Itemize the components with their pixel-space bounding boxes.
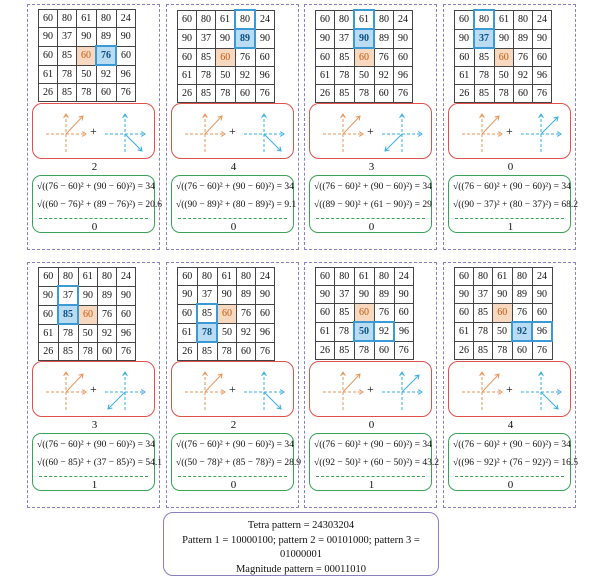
grid-cell: 60: [493, 304, 513, 323]
grid-cell: 92: [512, 322, 532, 341]
grid-cell: 78: [335, 67, 355, 85]
grid-cell: 50: [217, 323, 237, 342]
grid-cell: 37: [474, 29, 494, 48]
grid-cell: 90: [39, 28, 58, 47]
grid-cell: 89: [374, 29, 394, 48]
grid-cell: 76: [512, 304, 532, 323]
grid-cell: 61: [77, 10, 97, 28]
grid-cell: 89: [514, 29, 533, 48]
plus-sign: +: [367, 124, 374, 138]
grid-cell: 60: [98, 343, 117, 361]
direction-code: 4: [230, 161, 237, 173]
magnitude-code: 1: [507, 221, 514, 233]
grid-cell: 60: [354, 304, 374, 323]
direction-box: [171, 361, 294, 417]
magnitude-equation-center: √((76 − 60)² + (90 − 60)²) = 34: [37, 182, 155, 192]
grid-cell: 78: [58, 324, 78, 343]
direction-box: [32, 103, 155, 159]
grid-cell: 60: [455, 268, 474, 286]
grid-cell: 90: [494, 29, 514, 48]
grid-cell: 60: [455, 48, 475, 67]
grid-cell: 60: [39, 46, 58, 65]
grid-cell: 80: [197, 268, 217, 286]
grid-cell: 80: [514, 10, 533, 29]
grid-cell: 61: [354, 268, 374, 286]
grid-cell: 60: [514, 85, 533, 103]
grid-cell: 85: [474, 48, 494, 67]
grid-cell: 90: [178, 29, 197, 48]
grid-cell: 85: [335, 85, 355, 103]
grid-cell: 60: [235, 85, 255, 103]
magnitude-divider: [39, 476, 148, 477]
grid-cell: 37: [474, 286, 493, 304]
grid-cell: 90: [78, 286, 98, 305]
grid-cell: 80: [335, 268, 355, 286]
grid-cell: 85: [58, 46, 77, 65]
grid-cell: 50: [216, 67, 236, 85]
direction-box: [448, 103, 571, 159]
grid-cell: 90: [116, 28, 136, 47]
magnitude-equation-center: √((76 − 60)² + (90 − 60)²) = 34: [37, 440, 155, 450]
grid-cell: 85: [58, 305, 78, 324]
grid-cell: 92: [514, 67, 533, 85]
grid-cell: 60: [117, 305, 136, 324]
magnitude-divider: [316, 476, 425, 477]
magnitude-box: [32, 433, 162, 491]
magnitude-code: 0: [230, 221, 237, 233]
magnitude-code: 0: [507, 479, 514, 491]
magnitude-equation-neighbor: √((89 − 90)² + (61 − 90)²) = 29: [314, 200, 432, 210]
grid-cell: 80: [58, 10, 77, 28]
grid-cell: 90: [455, 29, 475, 48]
grid-cell: 26: [455, 341, 474, 360]
grid-cell: 85: [197, 85, 216, 103]
grid-cell: 78: [78, 343, 98, 361]
grid-cell: 60: [532, 304, 552, 323]
grid-cell: 61: [316, 322, 335, 341]
panel-7: [304, 262, 437, 508]
magnitude-divider: [39, 218, 148, 219]
grid-cell: 50: [78, 324, 98, 343]
grid-cell: 50: [354, 322, 374, 341]
grid-cell: 60: [178, 268, 198, 286]
magnitude-code: 1: [91, 479, 98, 491]
grid-cell: 26: [39, 343, 59, 361]
grid-cell: 60: [533, 48, 552, 67]
panel-8: [443, 262, 576, 508]
magnitude-equation-neighbor: √((60 − 76)² + (89 − 76)²) = 20.6: [37, 200, 162, 210]
grid-cell: 60: [316, 304, 335, 323]
grid-cell: 60: [455, 304, 474, 323]
grid-cell: 85: [197, 48, 216, 67]
grid-cell: 60: [255, 48, 275, 67]
direction-box: [309, 361, 432, 417]
grid-cell: 78: [493, 341, 513, 360]
grid-cell: 37: [335, 29, 355, 48]
direction-box: [171, 103, 294, 159]
grid-cell: 80: [237, 268, 256, 286]
grid-cell: 85: [335, 304, 355, 323]
panel-6: [166, 262, 299, 508]
direction-code: 2: [91, 161, 98, 173]
grid-cell: 85: [335, 48, 355, 67]
magnitude-equation-center: √((76 − 60)² + (90 − 60)²) = 34: [453, 440, 571, 450]
grid-cell: 78: [197, 67, 216, 85]
magnitude-equation-center: √((76 − 60)² + (90 − 60)²) = 34: [453, 182, 571, 192]
grid-cell: 90: [316, 286, 335, 304]
grid-cell: 78: [354, 341, 374, 360]
patterns-text: Pattern 1 = 10000100; pattern 2 = 00101000; pattern 3 = 01000001: [182, 534, 420, 560]
grid-cell: 60: [216, 48, 236, 67]
plus-sign: +: [90, 124, 97, 138]
grid-cell: 96: [117, 324, 136, 343]
magnitude-divider: [455, 218, 564, 219]
grid-cell: 26: [178, 85, 197, 103]
grid-cell: 60: [316, 48, 335, 67]
grid-cell: 60: [178, 304, 198, 323]
plus-sign: +: [229, 382, 236, 396]
grid-cell: 61: [316, 67, 335, 85]
grid-cell: 24: [255, 10, 275, 29]
grid-cell: 89: [374, 286, 394, 304]
grid-cell: 60: [394, 48, 413, 67]
grid-cell: 90: [493, 286, 513, 304]
grid-cell: 96: [394, 322, 414, 341]
direction-code: 0: [368, 419, 375, 431]
direction-code: 4: [507, 419, 514, 431]
grid-cell: 60: [237, 342, 256, 361]
grid-cell: 92: [96, 65, 116, 84]
grid-cell: 60: [494, 48, 514, 67]
magnitude-box: [171, 433, 301, 491]
grid-cell: 76: [116, 84, 136, 102]
grid-cell: 61: [216, 10, 236, 29]
panel-5: [27, 262, 160, 508]
pixel-grid: [454, 267, 553, 360]
grid-cell: 85: [335, 341, 355, 360]
grid-cell: 78: [217, 342, 237, 361]
grid-cell: 60: [96, 84, 116, 102]
grid-cell: 76: [237, 304, 256, 323]
grid-cell: 76: [98, 305, 117, 324]
grid-cell: 61: [455, 67, 475, 85]
grid-cell: 24: [394, 268, 414, 286]
grid-cell: 60: [394, 304, 414, 323]
grid-cell: 61: [178, 67, 197, 85]
magnitude-box: [448, 433, 578, 491]
grid-cell: 76: [374, 48, 394, 67]
grid-cell: 76: [514, 48, 533, 67]
grid-cell: 89: [237, 286, 256, 305]
grid-cell: 90: [255, 29, 275, 48]
magnitude-code: 0: [230, 479, 237, 491]
direction-code: 2: [230, 419, 237, 431]
grid-cell: 24: [116, 10, 136, 28]
grid-cell: 85: [474, 341, 493, 360]
grid-cell: 61: [78, 268, 98, 287]
grid-cell: 90: [316, 29, 335, 48]
grid-cell: 61: [455, 322, 474, 341]
grid-cell: 60: [178, 48, 197, 67]
grid-cell: 90: [217, 286, 237, 305]
plus-sign: +: [506, 124, 513, 138]
magnitude-code: 0: [368, 221, 375, 233]
grid-cell: 50: [77, 65, 97, 84]
magnitude-box: [309, 433, 439, 491]
grid-cell: 90: [455, 286, 474, 304]
grid-cell: 85: [474, 304, 493, 323]
magnitude-equation-neighbor: √((90 − 37)² + (80 − 37)²) = 68.2: [453, 200, 578, 210]
tetra-pattern-text: Tetra pattern = 24303204: [247, 520, 355, 531]
grid-cell: 90: [354, 29, 374, 48]
grid-cell: 50: [494, 67, 514, 85]
grid-cell: 80: [197, 10, 216, 29]
grid-cell: 78: [77, 84, 97, 102]
grid-cell: 24: [532, 268, 552, 286]
grid-cell: 90: [532, 286, 552, 304]
grid-cell: 90: [216, 29, 236, 48]
grid-cell: 60: [39, 305, 59, 324]
grid-cell: 78: [354, 85, 374, 103]
direction-code: 3: [91, 419, 98, 431]
grid-cell: 90: [354, 286, 374, 304]
grid-cell: 76: [532, 341, 552, 360]
magnitude-divider: [316, 218, 425, 219]
grid-cell: 37: [335, 286, 355, 304]
pixel-grid: [315, 267, 414, 360]
pixel-grid: [454, 9, 552, 103]
grid-cell: 76: [256, 342, 275, 361]
summary-box: [163, 512, 439, 576]
grid-cell: 24: [117, 268, 136, 287]
grid-cell: 80: [474, 268, 493, 286]
grid-cell: 26: [455, 85, 475, 103]
grid-cell: 96: [532, 322, 552, 341]
grid-cell: 76: [117, 343, 136, 361]
grid-cell: 60: [455, 10, 475, 29]
grid-cell: 80: [474, 10, 494, 29]
grid-cell: 37: [197, 29, 216, 48]
grid-cell: 76: [96, 46, 116, 65]
grid-cell: 85: [474, 85, 494, 103]
grid-cell: 37: [197, 286, 217, 305]
magnitude-box: [171, 175, 297, 233]
grid-cell: 61: [39, 65, 58, 84]
magnitude-code: 0: [91, 221, 98, 233]
panel-1: [27, 4, 160, 250]
grid-cell: 76: [235, 48, 255, 67]
grid-cell: 80: [512, 268, 532, 286]
magnitude-code: 1: [368, 479, 375, 491]
grid-cell: 26: [178, 342, 198, 361]
grid-cell: 80: [374, 268, 394, 286]
grid-cell: 90: [533, 29, 552, 48]
grid-cell: 78: [494, 85, 514, 103]
grid-cell: 78: [474, 322, 493, 341]
grid-cell: 78: [474, 67, 494, 85]
grid-cell: 90: [77, 28, 97, 47]
grid-cell: 60: [354, 48, 374, 67]
grid-cell: 92: [235, 67, 255, 85]
grid-cell: 26: [316, 85, 335, 103]
grid-cell: 92: [374, 67, 394, 85]
grid-cell: 78: [197, 323, 217, 342]
grid-cell: 60: [39, 268, 59, 287]
grid-cell: 61: [493, 268, 513, 286]
direction-code: 3: [368, 161, 375, 173]
panel-4: [443, 4, 576, 250]
grid-cell: 50: [493, 322, 513, 341]
grid-cell: 92: [374, 322, 394, 341]
magnitude-equation-center: √((76 − 60)² + (90 − 60)²) = 34: [176, 440, 294, 450]
grid-cell: 80: [98, 268, 117, 287]
grid-cell: 60: [77, 46, 97, 65]
grid-cell: 78: [335, 322, 355, 341]
grid-cell: 60: [512, 341, 532, 360]
grid-cell: 85: [197, 304, 217, 323]
grid-cell: 61: [217, 268, 237, 286]
plus-sign: +: [90, 382, 97, 396]
magnitude-box: [448, 175, 578, 233]
magnitude-equation-center: √((76 − 60)² + (90 − 60)²) = 34: [314, 440, 432, 450]
grid-cell: 90: [39, 286, 59, 305]
grid-cell: 61: [39, 324, 59, 343]
grid-cell: 26: [39, 84, 58, 102]
grid-cell: 61: [494, 10, 514, 29]
direction-box: [448, 361, 571, 417]
grid-cell: 60: [374, 341, 394, 360]
grid-cell: 24: [256, 268, 275, 286]
grid-cell: 78: [216, 85, 236, 103]
grid-cell: 60: [316, 268, 335, 286]
direction-box: [309, 103, 432, 159]
grid-cell: 89: [235, 29, 255, 48]
grid-cell: 90: [394, 29, 413, 48]
magnitude-divider: [455, 476, 564, 477]
pixel-grid: [177, 9, 275, 103]
magnitude-equation-neighbor: √((90 − 89)² + (80 − 89)²) = 9.1: [176, 200, 297, 210]
panel-3: [304, 4, 437, 250]
direction-box: [32, 361, 155, 417]
grid-cell: 85: [58, 343, 78, 361]
plus-sign: +: [367, 382, 374, 396]
grid-cell: 60: [39, 10, 58, 28]
grid-cell: 60: [178, 10, 197, 29]
grid-cell: 26: [316, 341, 335, 360]
pixel-grid: [38, 9, 136, 102]
magnitude-equation-center: √((76 − 60)² + (90 − 60)²) = 34: [176, 182, 294, 192]
grid-cell: 76: [255, 85, 275, 103]
grid-cell: 90: [178, 286, 198, 305]
grid-cell: 80: [335, 10, 355, 29]
grid-cell: 80: [374, 10, 394, 29]
grid-cell: 60: [316, 10, 335, 29]
grid-cell: 89: [512, 286, 532, 304]
magnitude-box: [32, 175, 162, 233]
grid-cell: 80: [96, 10, 116, 28]
pixel-grid: [38, 267, 136, 361]
grid-cell: 92: [237, 323, 256, 342]
grid-cell: 24: [533, 10, 552, 29]
grid-cell: 96: [255, 67, 275, 85]
plus-sign: +: [506, 382, 513, 396]
magnitude-divider: [178, 476, 287, 477]
grid-cell: 37: [58, 286, 78, 305]
grid-cell: 80: [235, 10, 255, 29]
magnitude-equation-neighbor: √((50 − 78)² + (85 − 78)²) = 28.9: [176, 458, 301, 468]
grid-cell: 89: [98, 286, 117, 305]
grid-cell: 96: [256, 323, 275, 342]
grid-cell: 60: [374, 85, 394, 103]
direction-code: 0: [507, 161, 514, 173]
grid-cell: 89: [96, 28, 116, 47]
grid-cell: 96: [533, 67, 552, 85]
grid-cell: 90: [256, 286, 275, 305]
grid-cell: 80: [58, 268, 78, 287]
grid-cell: 76: [374, 304, 394, 323]
pixel-grid: [315, 9, 413, 103]
grid-cell: 76: [394, 341, 414, 360]
grid-cell: 61: [354, 10, 374, 29]
grid-cell: 60: [78, 305, 98, 324]
magnitude-equation-center: √((76 − 60)² + (90 − 60)²) = 34: [314, 182, 432, 192]
grid-cell: 90: [394, 286, 414, 304]
grid-cell: 92: [98, 324, 117, 343]
magnitude-box: [309, 175, 432, 233]
grid-cell: 24: [394, 10, 413, 29]
grid-cell: 37: [58, 28, 77, 47]
grid-cell: 61: [178, 323, 198, 342]
magnitude-divider: [178, 218, 287, 219]
grid-cell: 50: [354, 67, 374, 85]
magnitude-pattern-text: Magnitude pattern = 00011010: [235, 563, 367, 575]
grid-cell: 90: [117, 286, 136, 305]
grid-cell: 60: [116, 46, 136, 65]
grid-cell: 85: [197, 342, 217, 361]
magnitude-equation-neighbor: √((96 − 92)² + (76 − 92)²) = 16.5: [453, 458, 578, 468]
grid-cell: 96: [116, 65, 136, 84]
grid-cell: 96: [394, 67, 413, 85]
panel-2: [166, 4, 299, 250]
grid-cell: 76: [394, 85, 413, 103]
magnitude-equation-neighbor: √((60 − 85)² + (37 − 85)²) = 54.1: [37, 458, 162, 468]
grid-cell: 85: [58, 84, 77, 102]
magnitude-equation-neighbor: √((92 − 50)² + (60 − 50)²) = 43.2: [314, 458, 439, 468]
grid-cell: 76: [533, 85, 552, 103]
grid-cell: 78: [58, 65, 77, 84]
plus-sign: +: [229, 124, 236, 138]
grid-cell: 60: [217, 304, 237, 323]
pixel-grid: [177, 267, 275, 361]
grid-cell: 60: [256, 304, 275, 323]
